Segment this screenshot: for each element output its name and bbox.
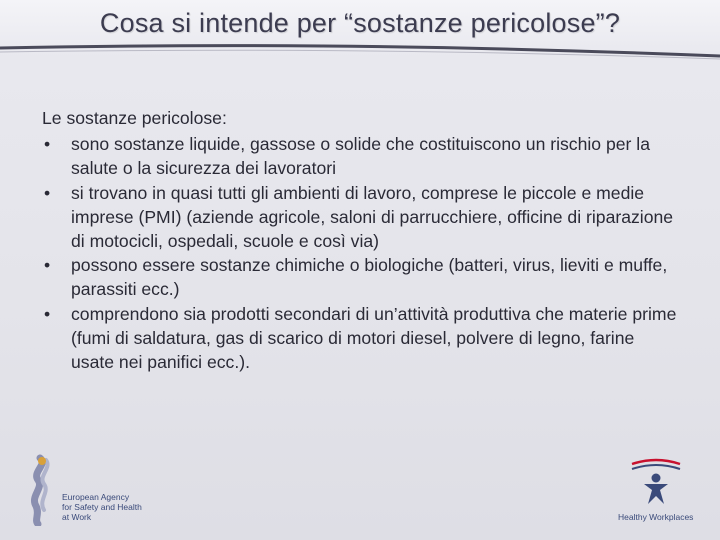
bullet-marker: • — [44, 303, 51, 324]
list-item-text: comprendono sia prodotti secondari di un’attività produttiva che materie prime (fumi di saldatura, gas di scarico di motori diesel, polvere di legno, farine usate nei panifici ecc.). — [71, 303, 677, 373]
eu-osha-logo — [22, 452, 142, 532]
list-item — [42, 132, 682, 180]
list-item-text: possono essere sostanze chimiche o biologiche (batteri, virus, lieviti e muffe, parassiti ecc.) — [71, 255, 668, 300]
healthy-workplaces-text: Healthy Workplaces — [618, 512, 694, 522]
list-item — [42, 302, 682, 375]
slide-title: Cosa si intende per “sostanze pericolose”? — [99, 8, 621, 38]
eu-osha-name-line1: European Agency — [62, 492, 130, 502]
eu-osha-figure-icon — [24, 454, 58, 526]
list-item-text: sono sostanze liquide, gassose o solide che costituiscono un rischio per la salute o la sicurezza dei lavoratori — [71, 134, 650, 179]
healthy-workplaces-figure-icon — [622, 452, 692, 510]
list-item — [42, 181, 682, 254]
list-item — [42, 253, 682, 301]
eu-osha-name-line2: for Safety and Health — [62, 502, 142, 512]
bullet-marker: • — [44, 134, 51, 155]
bullet-list — [42, 132, 682, 374]
bullet-marker: • — [44, 182, 51, 203]
bullet-marker: • — [44, 255, 51, 276]
healthy-workplaces-logo — [612, 452, 702, 532]
intro-text: Le sostanze pericolose: — [42, 108, 227, 128]
title-underline — [0, 36, 720, 60]
title-bar — [0, 0, 720, 58]
eu-osha-name-line3: at Work — [62, 512, 92, 522]
list-item-text: si trovano in quasi tutti gli ambienti di lavoro, comprese le piccole e medie imprese (PMI) (aziende agricole, saloni di parrucchiere, officine di riparazione di motocicli, ospedali, scuole e così via) — [71, 182, 674, 252]
slide-body — [42, 106, 682, 374]
